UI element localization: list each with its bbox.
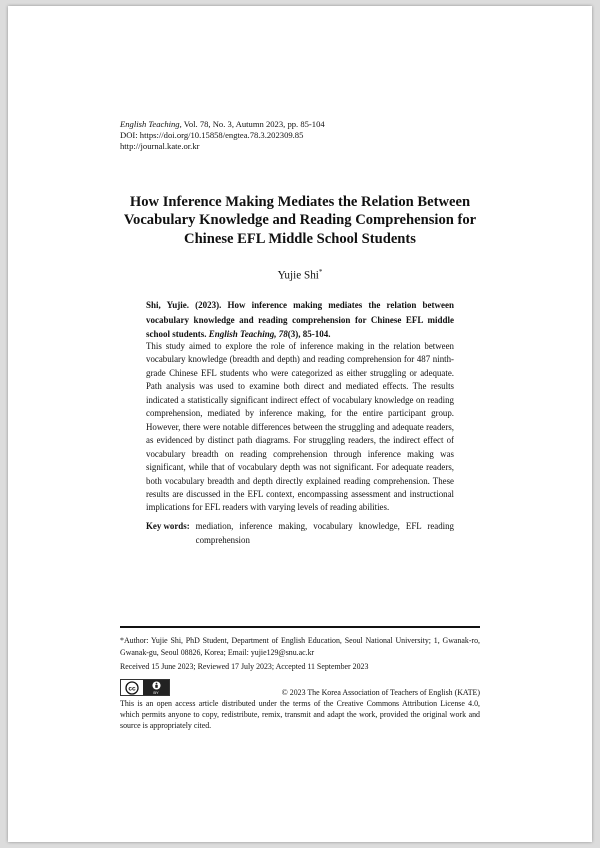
citation-block	[146, 298, 454, 342]
submission-dates: Received 15 June 2023; Reviewed 17 July 2023; Accepted 11 September 2023	[120, 662, 369, 671]
copyright-notice: © 2023 The Korea Association of Teachers of English (KATE)	[281, 688, 480, 697]
footnote-divider	[120, 626, 480, 628]
volume-info: , Vol. 78, No. 3, Autumn 2023, pp. 85-104	[179, 119, 325, 129]
by-label: BY	[153, 689, 159, 695]
journal-citation-line	[120, 119, 325, 130]
journal-header	[120, 119, 325, 153]
keywords-label: Key words:	[146, 521, 190, 531]
author-line	[8, 268, 592, 282]
author-name: Yujie Shi	[277, 269, 319, 282]
author-footnote: *Author: Yujie Shi, PhD Student, Department of English Education, Seoul National University; 1, Gwanak-ro, Gwanak-gu, Seoul 08826, Korea; Email: yujie129@snu.ac.kr	[120, 636, 480, 657]
license-text: This is an open access article distributed under the terms of the Creative Commons Attribution License 4.0, which permits anyone to copy, redistribute, remix, transmit and adapt the work, provided the original work and source is appropriately cited.	[120, 699, 480, 731]
abstract: This study aimed to explore the role of inference making in the relation between vocabulary knowledge (breadth and depth) and reading comprehension for 487 ninth-grade Chinese EFL students who were categorized as either struggling or adequate. Path analysis was used to examine both direct and mediated effects. The results indicated a statistically significant indirect effect of vocabulary knowledge on reading comprehension, mediated by inference making, for the entire participant group. However, there were notable differences between the struggling and adequate readers, as evidenced by distinct path diagrams. For struggling readers, the indirect effect of vocabulary breadth on reading comprehension through inference making was significant, while that of vocabulary depth was not significant. For adequate readers, both vocabulary breadth and depth directly explained reading comprehension. These results are discussed in the EFL context, encompassing assessment and instructional implications for EFL readers with varying levels of reading abilities.	[146, 341, 454, 513]
svg-text:cc: cc	[128, 685, 136, 693]
paper-title: How Inference Making Mediates the Relation Between Vocabulary Knowledge and Reading Comprehension for Chinese EFL Middle School Students	[123, 194, 477, 247]
citation-journal: English Teaching, 78	[208, 329, 288, 340]
citation-issue: (3), 85-104.	[287, 329, 331, 340]
doi-line: DOI: https://doi.org/10.15858/engtea.78.3.202309.85	[120, 130, 304, 141]
journal-name: English Teaching	[120, 119, 180, 129]
author-footnote-mark: *	[318, 268, 323, 276]
keywords-block	[146, 520, 454, 547]
journal-url: http://journal.kate.or.kr	[120, 141, 200, 152]
keywords-list: mediation, inference making, vocabulary knowledge, EFL reading comprehension	[195, 521, 454, 545]
citation-text: Shi, Yujie. (2023). How inference making mediates the relation between vocabulary knowledge and reading comprehension for Chinese EFL middle school students.	[146, 300, 454, 340]
paper-page	[8, 6, 592, 842]
